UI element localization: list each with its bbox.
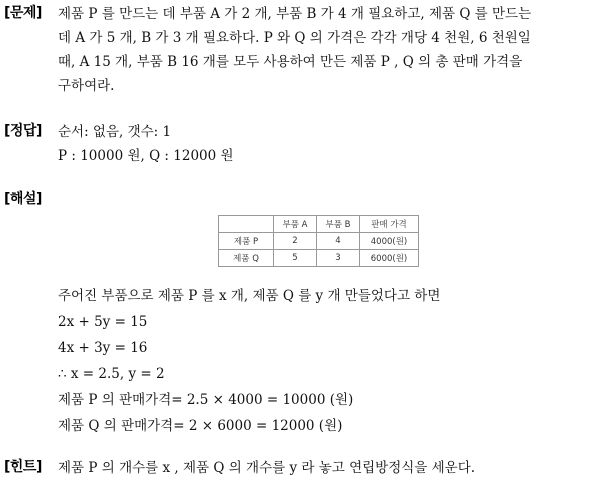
problem-line-1: 제품 P 를 만드는 데 부품 A 가 2 개, 부품 B 가 4 개 필요하고, 제품 Q 를 만드는 [58,6,532,22]
table-row [219,233,419,250]
answer-line-1: 순서: 없음, 갯수: 1 [58,124,172,140]
explanation-line-1: 주어진 부품으로 제품 P 를 x 개, 제품 Q 를 y 개 만들었다고 하면 [58,288,441,304]
table-corner-cell [219,216,274,233]
table-header-cell: 판매 가격 [360,216,419,233]
table-cell: 5 [274,250,317,267]
parts-table [218,215,419,267]
table-row-header: 제품 Q [219,250,274,267]
hint-line: 제품 P 의 개수를 x , 제품 Q 의 개수를 y 라 놓고 연립방정식을 세운다. [58,460,476,476]
answer-line-2: P : 10000 원, Q : 12000 원 [58,148,234,164]
hint-tag: [힌트] [4,459,42,475]
price-q-line: 제품 Q 의 판매가격= 2 × 6000 = 12000 (원) [58,418,343,434]
table-header-cell: 부품 B [317,216,360,233]
table-row [219,250,419,267]
table-cell: 4000(원) [360,233,419,250]
table-header-cell: 부품 A [274,216,317,233]
solution-line: ∴ x = 2.5, y = 2 [58,366,165,382]
table-header-row [219,216,419,233]
answer-tag: [정답] [4,123,42,139]
hint-section [4,456,586,480]
table-cell: 4 [317,233,360,250]
explanation-tag: [해설] [4,191,42,207]
problem-tag: [문제] [4,5,42,21]
problem-section [4,2,586,98]
table-row-header: 제품 P [219,233,274,250]
table-cell: 3 [317,250,360,267]
explanation-body [4,283,586,439]
equation-2: 4x + 3y = 16 [58,340,148,356]
table-cell: 2 [274,233,317,250]
problem-line-4: 구하여라. [58,78,115,94]
price-p-line: 제품 P 의 판매가격= 2.5 × 4000 = 10000 (원) [58,392,354,408]
equation-1: 2x + 5y = 15 [58,314,148,330]
problem-line-3: 때, A 15 개, 부품 B 16 개를 모두 사용하여 만든 제품 P , Q 의 총 판매 가격을 [58,54,523,70]
answer-section [4,120,586,168]
table-cell: 6000(원) [360,250,419,267]
problem-line-2: 데 A 가 5 개, B 가 3 개 필요하다. P 와 Q 의 가격은 각각 개당 4 천원, 6 천원일 [58,30,531,46]
